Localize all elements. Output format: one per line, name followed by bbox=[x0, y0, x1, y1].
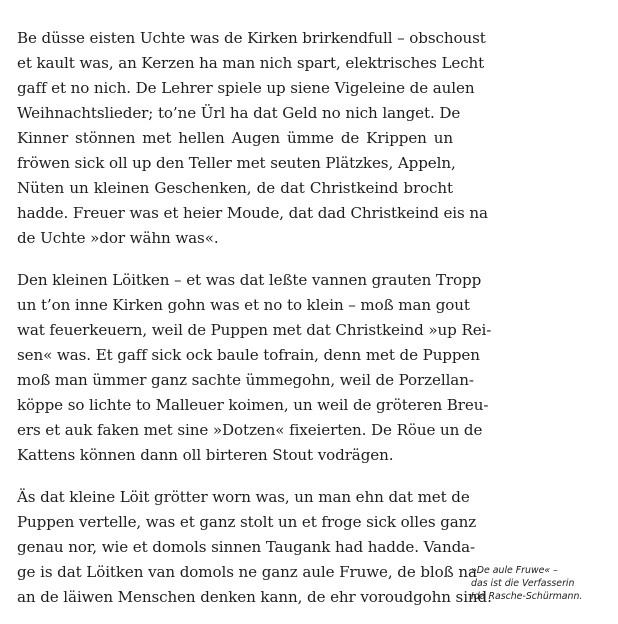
paragraph-2-line-8: Kattens können dann oll birteren Stout vodrägen. bbox=[17, 446, 394, 464]
paragraph-1-line-5: Kinner stönnen met hellen Augen ümme de Krippen un bbox=[17, 129, 453, 147]
paragraph-1-line-2: et kault was, an Kerzen ha man nich spart, elektrisches Lecht bbox=[17, 54, 485, 72]
paragraph-3-line-4: ge is dat Löitken van domols ne ganz aule Fruwe, de bloß na bbox=[17, 563, 477, 581]
paragraph-3-line-2: Puppen vertelle, was et ganz stolt un et froge sick olles ganz bbox=[17, 513, 477, 531]
paragraph-1-line-6: fröwen sick oll up den Teller met seuten Plätzkes, Appeln, bbox=[17, 154, 456, 172]
paragraph-2-line-5: moß man ümmer ganz sachte ümmegohn, weil de Porzellan- bbox=[17, 371, 474, 389]
paragraph-1-line-8: hadde. Freuer was et heier Moude, dat dad Christkeind eis na bbox=[17, 204, 488, 222]
paragraph-2-line-7: ers et auk faken met sine »Dotzen« fixeierten. De Röue un de bbox=[17, 421, 483, 439]
paragraph-2-line-1: Den kleinen Löitken – et was dat leßte vannen grauten Tropp bbox=[17, 271, 482, 289]
paragraph-2-line-3: wat feuerkeuern, weil de Puppen met dat Christkeind »up Rei- bbox=[17, 321, 492, 339]
paragraph-3-line-1: Äs dat kleine Löit grötter worn was, un man ehn dat met de bbox=[17, 488, 470, 506]
paragraph-1-line-1: Be düsse eisten Uchte was de Kirken brirkendfull – obschoust bbox=[17, 29, 486, 47]
paragraph-2-line-4: sen« was. Et gaff sick ock baule tofrain, denn met de Puppen bbox=[17, 346, 480, 364]
paragraph-1-line-4: Weihnachtslieder; to’ne Ürl ha dat Geld no nich langet. De bbox=[17, 104, 461, 122]
paragraph-1-line-7: Nüten un kleinen Geschenken, de dat Christkeind brocht bbox=[17, 179, 453, 197]
paragraph-3-line-5: an de läiwen Menschen denken kann, de ehr voroudgohn sind. bbox=[17, 588, 492, 606]
sidenote-line-1: »De aule Fruwe« – bbox=[471, 565, 558, 576]
paragraph-1-line-3: gaff et no nich. De Lehrer spiele up siene Vigeleine de aulen bbox=[17, 79, 475, 97]
sidenote-line-3: Ida Rasche-Schürmann. bbox=[471, 591, 583, 602]
paragraph-3-line-3: genau nor, wie et domols sinnen Taugank had hadde. Vanda- bbox=[17, 538, 476, 556]
paragraph-2-line-6: köppe so lichte to Malleuer koimen, un weil de gröteren Breu- bbox=[17, 396, 489, 414]
paragraph-1-line-9: de Uchte »dor wähn was«. bbox=[17, 229, 219, 247]
paragraph-2-line-2: un t’on inne Kirken gohn was et no to klein – moß man gout bbox=[17, 296, 470, 314]
sidenote-line-2: das ist die Verfasserin bbox=[471, 578, 575, 589]
